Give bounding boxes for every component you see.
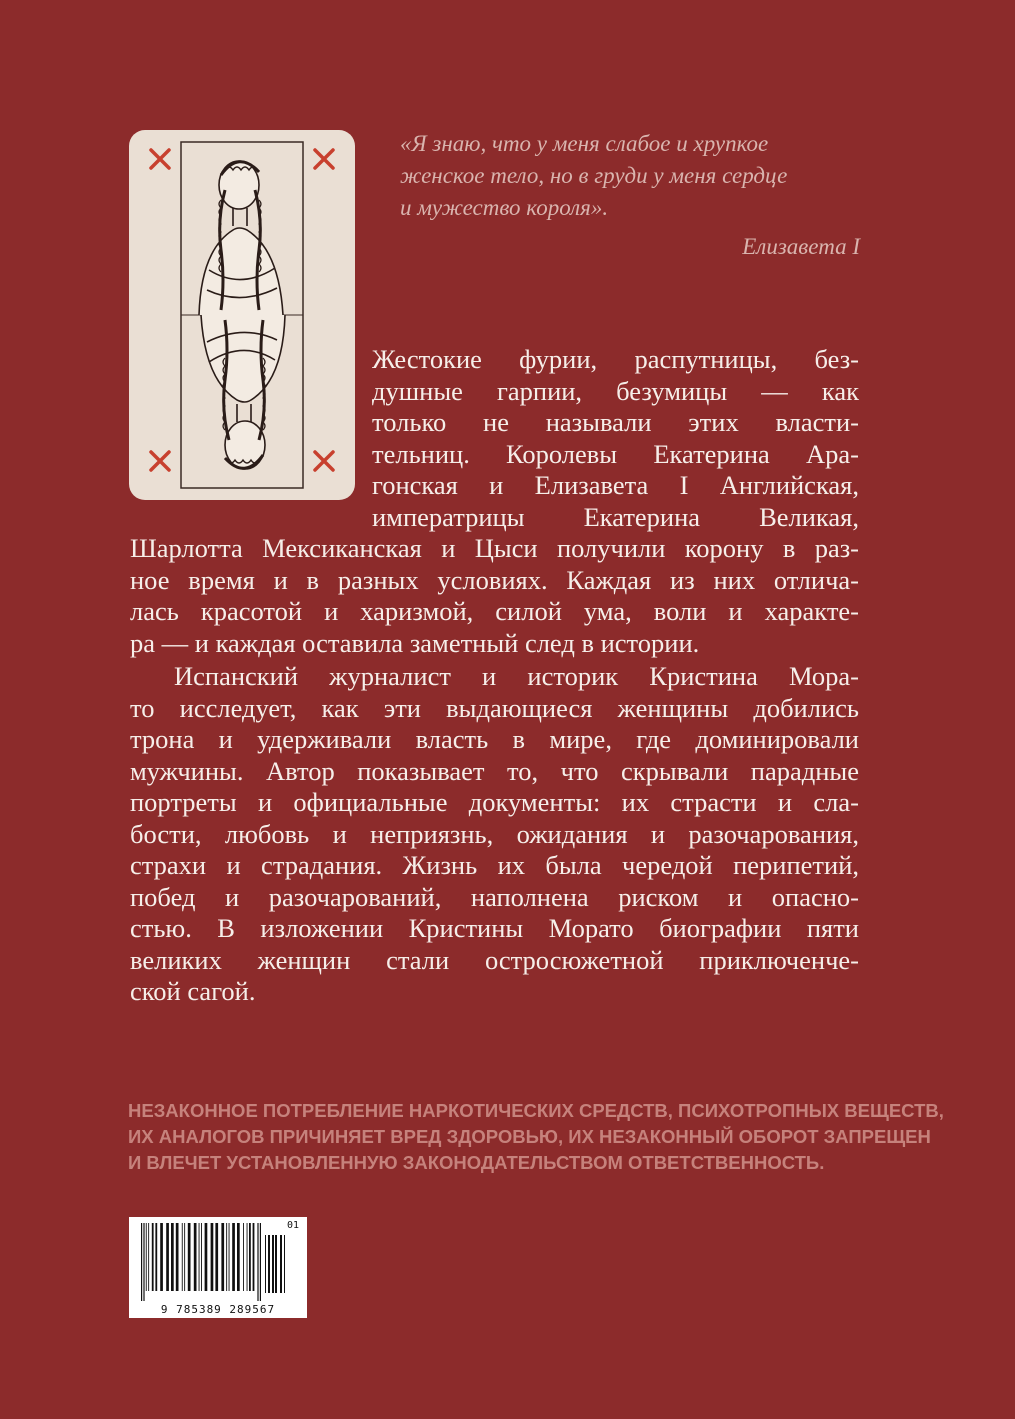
barcode-bar xyxy=(201,1223,202,1291)
text-line: то исследует, как эти выдающиеся женщины добились xyxy=(130,692,859,723)
barcode-bar xyxy=(143,1223,144,1301)
barcode-bar xyxy=(221,1223,224,1291)
text-line: ской сагой. xyxy=(130,976,256,1006)
text-line: побед и разочарований, наполнена риском и опасно- xyxy=(130,881,859,912)
epigraph-quote xyxy=(400,128,860,224)
text-line: Испанский журналист и историк Кристина Мора- xyxy=(174,661,859,691)
barcode-bar xyxy=(199,1223,200,1291)
barcode-bar xyxy=(226,1223,227,1291)
barcode-bar xyxy=(160,1223,163,1291)
text-line: Шарлотта Мексиканская и Цыси получили корону в раз- xyxy=(130,533,859,563)
text-line: страхи и страдания. Жизнь их была чередой перипетий, xyxy=(130,850,859,880)
text-line: мужчины. Автор показывает то, что скрывали парадные xyxy=(130,755,859,786)
text-line: ра — и каждая оставила заметный след в истории. xyxy=(130,627,700,658)
barcode-bar xyxy=(205,1223,208,1291)
text-line: лась красотой и харизмой, силой ума, воли и характе- xyxy=(130,596,859,626)
isbn-barcode xyxy=(129,1217,307,1318)
barcode-number: 9 785389 289567 xyxy=(160,1303,276,1316)
barcode-bar xyxy=(155,1223,157,1291)
barcode-bar xyxy=(265,1235,266,1293)
barcode-bar xyxy=(253,1223,255,1291)
legal-line: И ВЛЕЧЕТ УСТАНОВЛЕННУЮ ЗАКОНОДАТЕЛЬСТВОМ ОТВЕТСТВЕННОСТЬ. xyxy=(128,1152,825,1173)
barcode-bar xyxy=(148,1223,149,1291)
legal-line: ИХ АНАЛОГОВ ПРИЧИНЯЕТ ВРЕД ЗДОРОВЬЮ, ИХ НЕЗАКОННЫЙ ОБОРОТ ЗАПРЕЩЕН xyxy=(128,1126,931,1147)
text-line: только не называли этих власти- xyxy=(372,407,859,437)
text-line: ное время и в разных условиях. Каждая из них отлича- xyxy=(130,564,859,595)
playing-card-illustration xyxy=(129,130,355,500)
legal-line: НЕЗАКОННОЕ ПОТРЕБЛЕНИЕ НАРКОТИЧЕСКИХ СРЕДСТВ, ПСИХОТРОПНЫХ ВЕЩЕСТВ, xyxy=(128,1100,944,1121)
barcode-bar xyxy=(184,1223,185,1291)
legal-warning xyxy=(128,1098,944,1176)
text-line: гонская и Елизавета I Английская, xyxy=(372,470,859,500)
barcode-bar xyxy=(272,1235,274,1293)
barcode-bar xyxy=(260,1223,261,1301)
barcode-bar xyxy=(141,1223,142,1301)
barcode-addon-number: 01 xyxy=(286,1220,299,1231)
quote-author: Елизавета I xyxy=(742,234,860,259)
barcode-bar xyxy=(257,1223,258,1301)
barcode-bar xyxy=(182,1223,183,1291)
barcode-bar xyxy=(171,1223,174,1291)
barcode-bar xyxy=(166,1223,169,1291)
barcode-bar xyxy=(243,1223,244,1291)
description-paragraph-2 xyxy=(130,661,859,1008)
barcode-bar xyxy=(229,1223,230,1291)
description-paragraph-1-wide xyxy=(130,533,859,659)
text-line: Жестокие фурии, распутницы, без- xyxy=(372,344,859,374)
barcode-bar xyxy=(194,1223,197,1291)
barcode-bar xyxy=(249,1223,251,1291)
text-line: трона и удерживали власть в мире, где доминировали xyxy=(130,724,859,754)
quote-line: и мужество короля». xyxy=(400,195,609,220)
quote-line: «Я знаю, что у меня слабое и хрупкое xyxy=(400,131,769,156)
barcode-bar xyxy=(188,1223,191,1291)
barcode-bar xyxy=(268,1235,270,1293)
barcode-bar xyxy=(280,1235,282,1293)
barcode-bar xyxy=(237,1223,240,1291)
quote-line: женское тело, но в груди у меня сердце xyxy=(400,163,788,188)
barcode-bar xyxy=(146,1223,147,1291)
barcode-bar xyxy=(176,1223,179,1291)
text-line: императрицы Екатерина Великая, xyxy=(372,501,859,532)
text-line: душные гарпии, безумицы — как xyxy=(372,375,859,406)
barcode-bar xyxy=(284,1235,285,1293)
text-line: тельниц. Королевы Екатерина Ара- xyxy=(372,438,859,469)
queen-portrait-engraving xyxy=(129,130,355,500)
text-line: великих женщин стали остросюжетной приключенче- xyxy=(130,944,859,975)
text-line: портреты и официальные документы: их страсти и сла- xyxy=(130,787,859,817)
barcode-bar xyxy=(232,1223,235,1291)
barcode-bar xyxy=(275,1235,277,1293)
description-paragraph-1-narrow xyxy=(372,344,859,533)
text-line: стью. В изложении Кристины Морато биографии пяти xyxy=(130,913,859,943)
barcode-bar xyxy=(215,1223,218,1291)
barcode-bar xyxy=(211,1223,214,1291)
barcode-bar xyxy=(247,1223,248,1291)
text-line: бости, любовь и неприязнь, ожидания и разочарования, xyxy=(130,818,859,849)
barcode-bar xyxy=(152,1223,154,1291)
